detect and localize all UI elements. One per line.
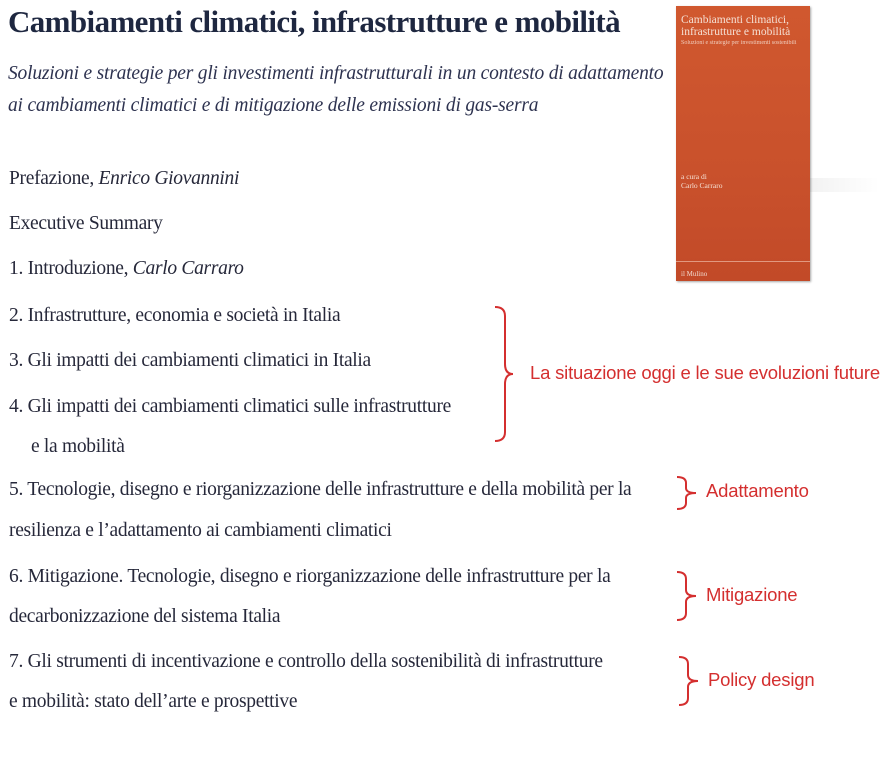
book-cover-subtitle: Soluzioni e strategie per investimenti sostenibili bbox=[681, 40, 797, 46]
book-cover-editor-line-1: a cura di bbox=[681, 172, 707, 181]
page-title: Cambiamenti climatici, infrastrutture e mobilità bbox=[8, 4, 621, 39]
brace-situation bbox=[494, 306, 514, 442]
toc-prefazione-label: Prefazione, bbox=[9, 168, 99, 189]
book-cover-title-line-1: Cambiamenti climatici, bbox=[681, 14, 789, 26]
toc-prefazione-author: Enrico Giovannini bbox=[98, 168, 240, 189]
brace-policy bbox=[678, 656, 700, 706]
book-cover-publisher: il Mulino bbox=[681, 270, 708, 278]
toc-chapter-4-line-1: 4. Gli impatti dei cambiamenti climatici sulle infrastrutture bbox=[9, 396, 451, 417]
book-cover-title bbox=[681, 14, 807, 38]
toc-prefazione bbox=[9, 168, 239, 190]
toc-chapter-5-line-2: resilienza e l’adattamento ai cambiamenti climatici bbox=[9, 520, 392, 541]
brace-adaptation bbox=[676, 476, 698, 510]
toc-chapter-1-label: 1. Introduzione, bbox=[9, 258, 133, 279]
toc-chapter-1 bbox=[9, 258, 244, 280]
toc-chapter-4-line-2: e la mobilità bbox=[31, 436, 125, 457]
brace-mitigation bbox=[676, 571, 698, 621]
subtitle-line-2: ai cambiamenti climatici e di mitigazione delle emissioni di gas-serra bbox=[8, 95, 539, 116]
toc-chapter-7-line-2: e mobilità: stato dell’arte e prospettive bbox=[9, 691, 298, 712]
book-cover-shadow bbox=[810, 178, 880, 192]
book-cover-image bbox=[676, 6, 810, 281]
group-label-mitigation: Mitigazione bbox=[706, 584, 798, 605]
group-label-adaptation: Adattamento bbox=[706, 480, 809, 501]
book-cover-editor-line-2: Carlo Carraro bbox=[681, 181, 723, 190]
book-cover-editor bbox=[681, 172, 722, 190]
toc-chapter-7-line-1: 7. Gli strumenti di incentivazione e controllo della sostenibilità di infrastrutture bbox=[9, 651, 603, 672]
toc-chapter-3: 3. Gli impatti dei cambiamenti climatici in Italia bbox=[9, 350, 371, 371]
toc-chapter-1-author: Carlo Carraro bbox=[132, 258, 244, 279]
page-subtitle bbox=[8, 58, 688, 122]
group-label-situation: La situazione oggi e le sue evoluzioni future bbox=[530, 362, 880, 383]
toc-chapter-6-line-1: 6. Mitigazione. Tecnologie, disegno e riorganizzazione delle infrastrutture per la bbox=[9, 566, 611, 587]
subtitle-line-1: Soluzioni e strategie per gli investimenti infrastrutturali in un contesto di adattamento bbox=[8, 63, 664, 84]
book-cover-title-line-2: infrastrutture e mobilità bbox=[681, 26, 791, 38]
toc-executive-summary: Executive Summary bbox=[9, 213, 163, 234]
toc-chapter-6-line-2: decarbonizzazione del sistema Italia bbox=[9, 606, 281, 627]
group-label-policy: Policy design bbox=[708, 669, 815, 690]
toc-chapter-2: 2. Infrastrutture, economia e società in Italia bbox=[9, 305, 341, 326]
book-cover-edge bbox=[676, 261, 810, 262]
toc-chapter-5-line-1: 5. Tecnologie, disegno e riorganizzazione delle infrastrutture e della mobilità per la bbox=[9, 479, 632, 500]
